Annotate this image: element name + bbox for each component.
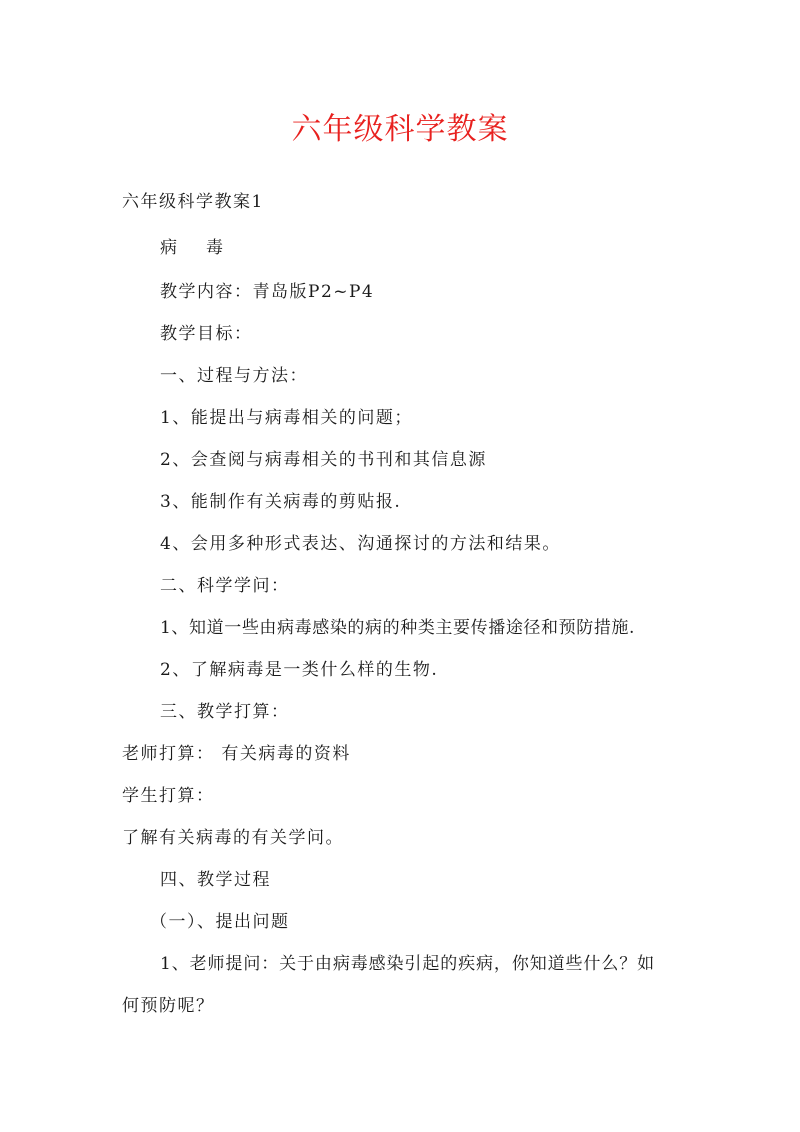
paragraph: （一）、提出问题 bbox=[150, 912, 290, 932]
paragraph: 教学内容：青岛版P2~P4 bbox=[160, 282, 375, 302]
topic-title: 病 毒 bbox=[160, 238, 229, 258]
paragraph: 一、过程与方法： bbox=[160, 366, 308, 386]
paragraph: 4、会用多种形式表达、沟通探讨的方法和结果。 bbox=[160, 534, 561, 554]
paragraph: 教学目标： bbox=[160, 324, 253, 344]
paragraph: 2、会查阅与病毒相关的书刊和其信息源 bbox=[160, 450, 487, 470]
paragraph: 二、科学学问： bbox=[160, 576, 290, 596]
page-title: 六年级科学教案 bbox=[291, 112, 509, 147]
paragraph: 学生打算： bbox=[122, 786, 215, 806]
paragraph: 三、教学打算： bbox=[160, 702, 290, 722]
paragraph: 了解有关病毒的有关学问。 bbox=[122, 828, 344, 848]
paragraph: 2、了解病毒是一类什么样的生物. bbox=[160, 660, 439, 680]
paragraph: 1、能提出与病毒相关的问题； bbox=[160, 408, 413, 428]
paragraph: 1、老师提问：关于由病毒感染引起的疾病，你知道些什么？如 bbox=[160, 954, 656, 974]
paragraph: 四、教学过程 bbox=[160, 870, 271, 890]
section-heading: 六年级科学教案1 bbox=[122, 192, 264, 212]
paragraph: 老师打算： 有关病毒的资料 bbox=[122, 744, 351, 764]
paragraph: 何预防呢？ bbox=[122, 996, 215, 1016]
paragraph: 3、能制作有关病毒的剪贴报. bbox=[160, 492, 402, 512]
paragraph: 1、知道一些由病毒感染的病的种类主要传播途径和预防措施. bbox=[160, 618, 636, 638]
